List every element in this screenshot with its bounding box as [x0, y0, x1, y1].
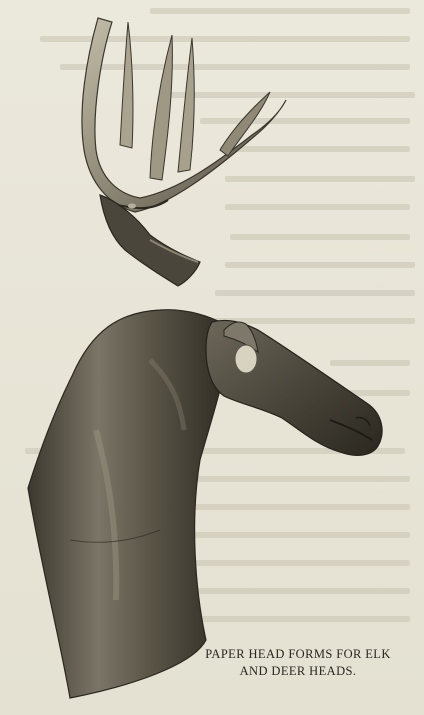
antler-mount-figure: [82, 18, 286, 286]
antler-tine: [150, 35, 172, 180]
figure-caption: [178, 646, 418, 680]
ear-opening: [235, 345, 257, 373]
head-form-figure: [28, 310, 382, 698]
head-form-head: [206, 320, 382, 455]
head-form-neck: [28, 310, 229, 698]
caption-line-1: PAPER HEAD FORMS FOR ELK: [205, 647, 391, 661]
antler-tine: [120, 22, 133, 148]
caption-line-2: AND DEER HEADS.: [239, 664, 357, 678]
antler-tine: [178, 38, 194, 172]
antler-tine: [220, 92, 270, 156]
